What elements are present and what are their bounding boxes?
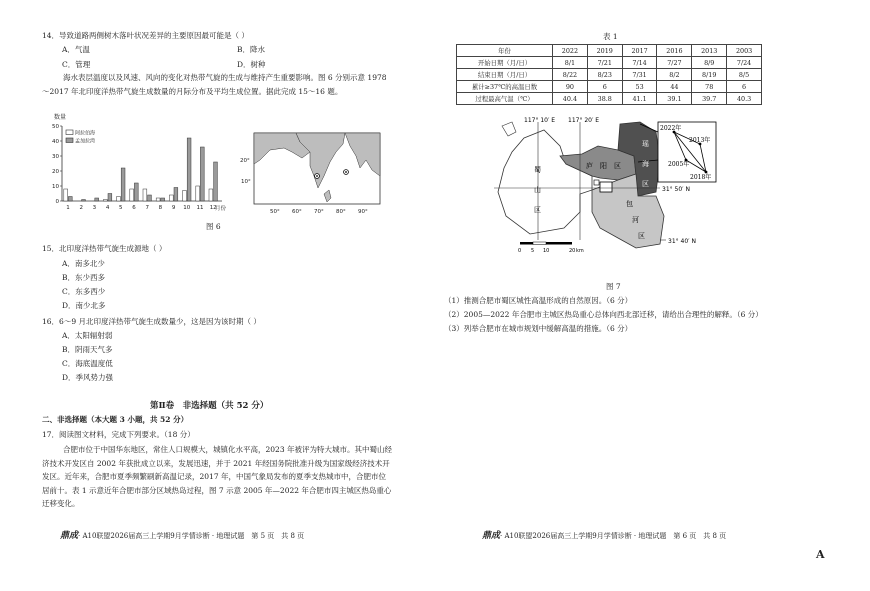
lon-label-60: 60° — [292, 209, 302, 215]
q15-option-d[interactable]: D．南少北多 — [62, 301, 106, 310]
lon-label-50: 50° — [270, 209, 280, 215]
table-row — [457, 57, 762, 69]
district-label: 山 — [534, 186, 541, 194]
table-cell: 7/24 — [727, 57, 762, 69]
table-cell: 41.1 — [622, 93, 657, 105]
table-cell: 8/2 — [657, 69, 692, 81]
bar-bay-of-bengal — [108, 194, 112, 202]
bar-arabian-sea — [156, 198, 160, 201]
table-header: 2017 — [622, 45, 657, 57]
inset-year-2005: 2005年 — [668, 161, 690, 168]
district-label: 区 — [534, 206, 541, 214]
q15-stem: 15．北印度洋热带气旋生成源地（ ） — [42, 244, 167, 253]
x-tick-label: 9 — [171, 205, 176, 211]
district-label: 河 — [632, 216, 639, 224]
y-tick-label: 10 — [52, 184, 59, 190]
y-tick-label: 0 — [55, 199, 59, 205]
right-footer-text: · A10联盟2026届高三上学期9月学情诊断 · 地理试题 第 6 页 共 8 页 — [500, 532, 727, 540]
lat-label-10: 10° — [241, 179, 251, 185]
q17-part-2: （2）2005—2022 年合肥市主城区热岛重心总体向西北部迁移，请给出合理性的解释。（6 分） — [444, 310, 763, 319]
bar-bay-of-bengal — [200, 147, 204, 201]
x-tick-label: 11 — [196, 205, 204, 211]
x-tick-label: 3 — [92, 205, 97, 211]
lon-label-117-20: 117° 20′ E — [568, 117, 600, 124]
table-cell: 39.7 — [692, 93, 727, 105]
section-2-subtitle: 二、非选择题（本大题 3 小题，共 52 分） — [42, 415, 189, 424]
corner-mark: A — [816, 548, 825, 561]
lat-label-31-40: 31° 40′ N — [668, 238, 696, 245]
table-cell: 8/19 — [692, 69, 727, 81]
district-label: 区 — [642, 180, 649, 188]
q16-stem: 16．6～9 月北印度洋热带气旋生成数量少，这是因为该时期（ ） — [42, 317, 261, 326]
district-label: 区 — [638, 232, 645, 240]
fig7-caption: 图 7 — [606, 282, 621, 291]
shushan-district — [498, 130, 592, 234]
bar-bay-of-bengal — [95, 198, 99, 201]
table-row-label: 累计≥37℃的高温日数 — [457, 81, 553, 93]
lon-label-90: 90° — [358, 209, 368, 215]
x-tick-label: 1 — [66, 205, 70, 211]
table-cell: 78 — [692, 81, 727, 93]
q14-option-b[interactable]: B．降水 — [237, 45, 266, 54]
legend-swatch-arabian — [66, 130, 73, 135]
district-label: 包 — [626, 200, 633, 208]
bar-arabian-sea — [130, 189, 134, 201]
y-tick-label: 20 — [52, 169, 59, 175]
table-cell: 40.3 — [727, 93, 762, 105]
bar-arabian-sea — [169, 195, 173, 201]
x-tick-label: 6 — [132, 205, 136, 211]
bar-bay-of-bengal — [161, 198, 165, 201]
scale-label: 20 — [569, 248, 576, 254]
legend-swatch-bengal — [66, 138, 73, 143]
q14-option-c[interactable]: C．管理 — [62, 60, 91, 69]
fig6-ylabel: 数量 — [54, 114, 67, 121]
x-tick-label: 12 — [209, 205, 217, 211]
table-cell: 8/23 — [587, 69, 622, 81]
district-label: 区 — [614, 162, 621, 170]
q17-part-3: （3）列举合肥市在城市规划中缓解高温的措施。（6 分） — [444, 324, 633, 333]
bar-bay-of-bengal — [82, 200, 86, 202]
table-header: 年份 — [457, 45, 553, 57]
x-tick-label: 10 — [183, 205, 191, 211]
section-2-title: 第Ⅱ卷 非选择题（共 52 分） — [150, 401, 269, 411]
bar-arabian-sea — [117, 197, 121, 202]
fig6-caption: 图 6 — [206, 222, 221, 231]
table-cell: 7/14 — [622, 57, 657, 69]
q15-option-b[interactable]: B．东少西多 — [62, 273, 106, 282]
x-tick-label: 7 — [145, 205, 149, 211]
bar-arabian-sea — [64, 189, 68, 201]
table-cell: 8/22 — [553, 69, 588, 81]
district-label: 庐 — [586, 162, 593, 170]
bar-bay-of-bengal — [148, 195, 152, 201]
y-tick-label: 50 — [52, 124, 59, 130]
bar-arabian-sea — [183, 191, 187, 202]
bar-bay-of-bengal — [174, 188, 178, 202]
table-row — [457, 93, 762, 105]
q15-option-a[interactable]: A．南多北少 — [62, 259, 105, 268]
x-tick-label: 2 — [79, 205, 83, 211]
fig6-indian-ocean-map — [240, 132, 386, 218]
bar-bay-of-bengal — [121, 168, 125, 201]
footer-brand-logo: 鼎成 — [482, 531, 501, 541]
table-cell: 90 — [553, 81, 588, 93]
q17-part-1: （1）推测合肥市蜀区城性高温形成的自然原因。（6 分） — [444, 296, 633, 305]
q17-stem: 17．阅读图文材料，完成下列要求。（18 分） — [42, 430, 195, 439]
x-tick-label: 8 — [158, 205, 163, 211]
bar-arabian-sea — [143, 189, 147, 201]
table-row-label: 开始日期（月/日） — [457, 57, 553, 69]
lon-label-70: 70° — [314, 209, 324, 215]
table-row-label: 结束日期（月/日） — [457, 69, 553, 81]
bar-bay-of-bengal — [68, 197, 72, 202]
left-footer — [60, 528, 304, 541]
x-tick-label: 4 — [105, 205, 110, 211]
table1-header-row — [457, 45, 762, 57]
fig7-hefei-map — [488, 116, 728, 256]
q14-option-a[interactable]: A．气温 — [62, 45, 90, 54]
bar-bay-of-bengal — [214, 162, 218, 201]
district-label: 蜀 — [534, 166, 541, 174]
q16-option-c[interactable]: C．海底温度低 — [62, 359, 113, 368]
table-cell: 6 — [727, 81, 762, 93]
table-header: 2022 — [553, 45, 588, 57]
footer-brand-logo: 鼎成 — [60, 531, 79, 541]
table-row — [457, 69, 762, 81]
q14-stem: 14．导致道路两侧树木落叶状况差异的主要原因最可能是（ ） — [42, 31, 249, 40]
q15-option-c[interactable]: C．东多西少 — [62, 287, 106, 296]
bar-arabian-sea — [196, 186, 200, 201]
legend-arabian: 阿拉伯海 — [75, 130, 96, 137]
table-header: 2003 — [727, 45, 762, 57]
district-label: 瑶 — [642, 140, 649, 148]
table-row-label: 过程最高气温（℃） — [457, 93, 553, 105]
table-header: 2016 — [657, 45, 692, 57]
table-cell: 8/9 — [692, 57, 727, 69]
bar-bay-of-bengal — [187, 138, 191, 201]
legend-bengal: 孟加拉湾 — [75, 138, 96, 145]
table-cell: 53 — [622, 81, 657, 93]
table-cell: 6 — [587, 81, 622, 93]
district-label: 阳 — [600, 162, 607, 170]
y-tick-label: 30 — [52, 154, 59, 160]
table1-title: 表 1 — [603, 32, 618, 41]
bar-bay-of-bengal — [134, 183, 138, 201]
table1 — [456, 44, 762, 105]
scale-label: 0 — [518, 248, 522, 254]
lon-label-117-10: 117° 10′ E — [524, 117, 556, 124]
q15-16-intro: 海水表层温度以及风速、风向的变化对热带气旋的生成与维持产生重要影响。图 6 分别示意 1978～2017 年北印度洋热带气旋生成数量的月际分布及平均生成位置。据此完成 15～16 题。 — [42, 73, 387, 96]
q14-option-d[interactable]: D．树种 — [237, 60, 266, 69]
table-cell: 38.8 — [587, 93, 622, 105]
district-label: 海 — [642, 160, 649, 168]
bar-arabian-sea — [103, 200, 107, 202]
inset-year-2022: 2022年 — [660, 125, 682, 132]
x-tick-label: 5 — [119, 205, 123, 211]
lat-label-20: 20° — [240, 158, 250, 164]
scale-label: 5 — [531, 248, 535, 254]
y-tick-label: 40 — [52, 139, 59, 145]
q16-option-b[interactable]: B．阴雨天气多 — [62, 345, 113, 354]
table-cell: 44 — [657, 81, 692, 93]
fig6-xlabel: 月份 — [215, 206, 227, 212]
table-row — [457, 81, 762, 93]
table-cell: 8/5 — [727, 69, 762, 81]
inset-year-2013: 2013年 — [689, 137, 711, 144]
table-cell: 39.1 — [657, 93, 692, 105]
table-header: 2013 — [692, 45, 727, 57]
scale-label: 10 — [543, 248, 550, 254]
table-cell: 8/1 — [553, 57, 588, 69]
q17-material: 合肥市位于中国华东地区，常住人口规模大，城镇化水平高，2023 年被评为特大城市。其中蜀山经济技术开发区自 2002 年获批成立以来，发展迅速，并于 2021 年经国务院批准升级为国家级经济技术开发区。近年来，合肥市夏季频繁刷新高温记录，2017 年，中国气象局发布的夏季支热城市中，合肥市位居前十。表 1 示意近年合肥市部分区域热岛过程，图 7 示意 2005 年—2022 年合肥市四主城区热岛重心迁移变化。 — [42, 445, 392, 508]
lon-label-80: 80° — [336, 209, 346, 215]
scale-unit: km — [576, 248, 584, 254]
bar-arabian-sea — [209, 189, 213, 201]
inset-year-2018: 2018年 — [690, 174, 712, 181]
q16-option-d[interactable]: D．季风势力强 — [62, 373, 114, 382]
right-footer — [482, 528, 726, 541]
left-footer-text: · A10联盟2026届高三上学期9月学情诊断 · 地理试题 第 5 页 共 8 页 — [78, 532, 305, 540]
table-cell: 40.4 — [553, 93, 588, 105]
fig6-bar-chart — [44, 112, 230, 216]
table-cell: 7/21 — [587, 57, 622, 69]
table-cell: 7/27 — [657, 57, 692, 69]
q16-option-a[interactable]: A．太阳辐射弱 — [62, 331, 113, 340]
lat-label-31-50: 31° 50′ N — [662, 186, 690, 193]
table-header: 2019 — [587, 45, 622, 57]
table-cell: 7/31 — [622, 69, 657, 81]
